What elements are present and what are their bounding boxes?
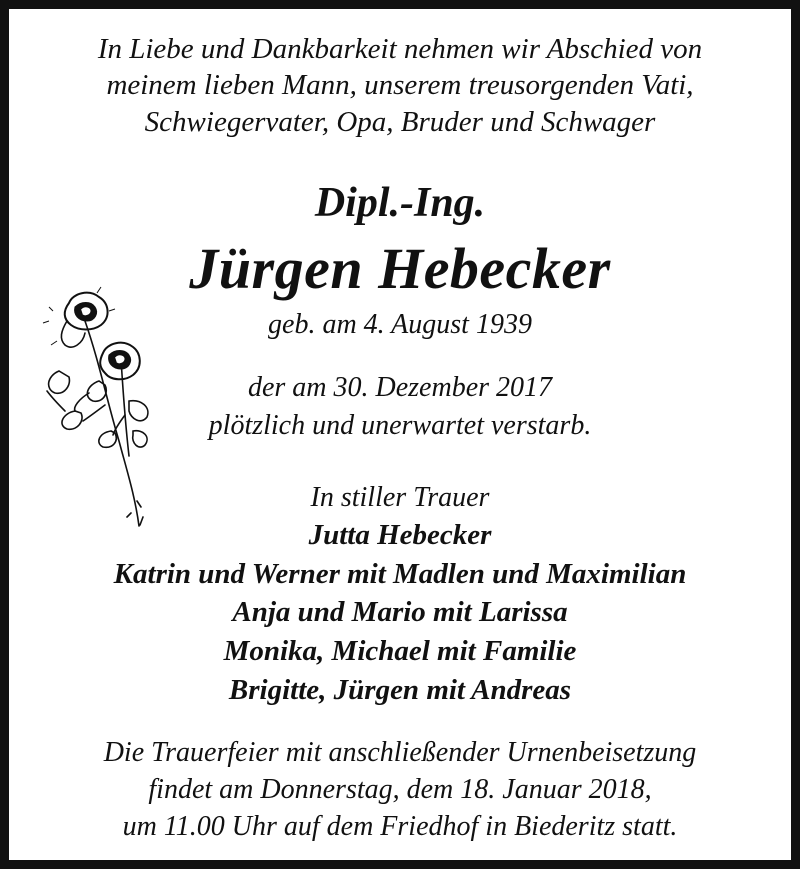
- rose-icon: [39, 281, 164, 536]
- mourner-name: Monika, Michael mit Familie: [223, 635, 577, 667]
- intro-line-3: Schwiegervater, Opa, Bruder und Schwager: [144, 106, 656, 138]
- intro-line-1: In Liebe und Dankbarkeit nehmen wir Abschied von: [97, 33, 703, 65]
- deceased-title: Dipl.-Ing.: [314, 180, 486, 226]
- mourner-name: Brigitte, Jürgen mit Andreas: [228, 674, 572, 706]
- funeral-line-2: findet am Donnerstag, dem 18. Januar 2018,: [148, 774, 652, 805]
- mourner-name: Jutta Hebecker: [308, 519, 492, 551]
- mourner-name: Anja und Mario mit Larissa: [232, 596, 568, 628]
- intro-line-2: meinem lieben Mann, unserem treusorgenden Vati,: [106, 69, 694, 101]
- funeral-line-1: Die Trauerfeier mit anschließender Urnenbeisetzung: [103, 737, 697, 768]
- death-line-2: plötzlich und unerwartet verstarb.: [208, 410, 592, 441]
- birth-date: geb. am 4. August 1939: [268, 309, 532, 340]
- deceased-name: Jürgen Hebecker: [189, 236, 611, 301]
- funeral-line-3: um 11.00 Uhr auf dem Friedhof in Biederitz statt.: [122, 811, 678, 842]
- mourner-name: Katrin und Werner mit Madlen und Maximilian: [113, 558, 687, 590]
- mourners-heading: In stiller Trauer: [310, 482, 490, 513]
- death-line-1: der am 30. Dezember 2017: [247, 372, 553, 403]
